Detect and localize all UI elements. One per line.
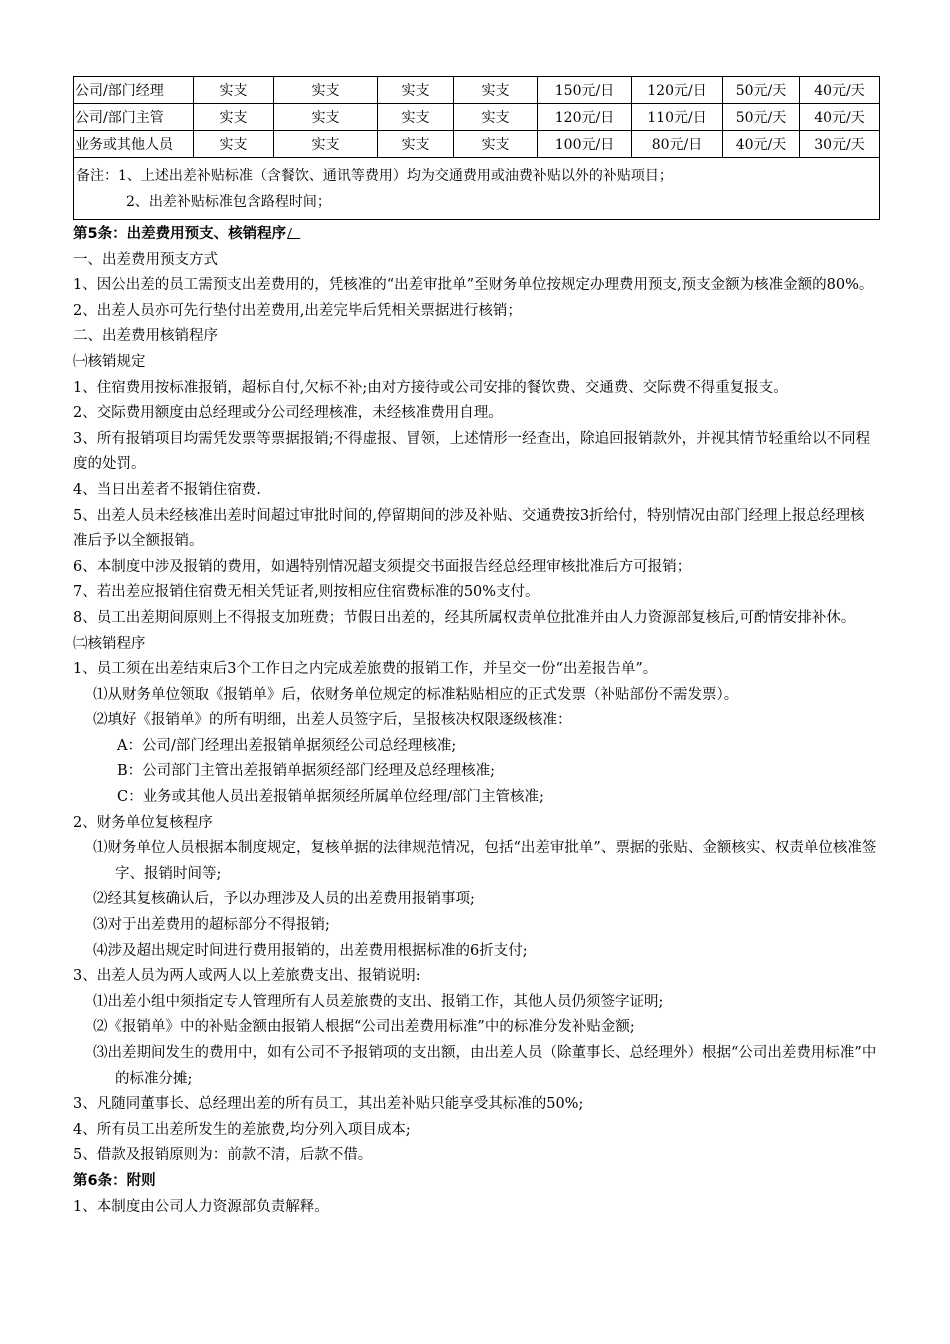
procedure-item: ⑴出差小组中须指定专人管理所有人员差旅费的支出、报销工作，其他人员仍须签字证明;	[93, 993, 664, 1010]
allowance-standard-table	[73, 76, 880, 220]
table-row	[74, 131, 880, 158]
table-cell: 50元/天	[723, 104, 800, 131]
document-page	[73, 76, 879, 1220]
subheading-reimbursement: 二、出差费用核销程序	[73, 328, 218, 345]
note-line-2: 2、出差补贴标准包含路程时间；	[126, 194, 331, 210]
approval-level-item: A：公司/部门经理出差报销单据须经公司总经理核准;	[117, 737, 457, 754]
procedure-item: ⑴财务单位人员根据本制度规定，复核单据的法律规范情况，包括“出差审批单”、票据的张贴、金额核实、权责单位核准签字、报销时间等;	[93, 840, 877, 882]
section-5-heading	[73, 222, 879, 248]
procedure-title: ㈡核销程序	[73, 635, 146, 652]
procedure-item: ⑶出差期间发生的费用中，如有公司不予报销项的支出额，由出差人员（除董事长、总经理外）根据“公司出差费用标准”中的标准分摊;	[93, 1045, 877, 1087]
rule-item: 3、凡随同董事长、总经理出差的所有员工，其出差补贴只能享受其标准的50%;	[73, 1096, 584, 1113]
table-cell-role: 公司/部门经理	[74, 77, 194, 104]
table-cell-role: 公司/部门主管	[74, 104, 194, 131]
table-cell: 30元/天	[800, 131, 880, 158]
table-row	[74, 77, 880, 104]
rule-item: 8、员工出差期间原则上不得报支加班费；节假日出差的，经其所属权责单位批准并由人力资源部复核后,可酌情安排补休。	[73, 609, 856, 626]
rule-item: 6、本制度中涉及报销的费用，如遇特别情况超支须提交书面报告经总经理审核批准后方可报销；	[73, 558, 692, 575]
rule-item: 4、当日出差者不报销住宿费.	[73, 481, 261, 498]
table-cell: 120元/日	[632, 77, 723, 104]
rule-item: 1、住宿费用按标准报销，超标自付,欠标不补;由对方接待或公司安排的餐饮费、交通费、交际费不得重复报支。	[73, 379, 788, 396]
table-cell: 实支	[194, 131, 274, 158]
rule-item: 5、出差人员未经核准出差时间超过审批时间的,停留期间的涉及补贴、交通费按3折给付，特别情况由部门经理上报总经理核准后予以全额报销。	[73, 507, 865, 550]
table-cell: 40元/天	[800, 104, 880, 131]
rule-item: 2、交际费用额度由总经理或分公司经理核准，未经核准费用自理。	[73, 405, 503, 422]
document-body	[73, 222, 879, 1220]
rule-item: 4、所有员工出差所发生的差旅费,均分列入项目成本;	[73, 1121, 411, 1138]
table-cell: 50元/天	[723, 77, 800, 104]
rules-list	[73, 376, 879, 632]
paragraph: 1、本制度由公司人力资源部负责解释。	[73, 1198, 329, 1215]
procedure-step-3: 3、出差人员为两人或两人以上差旅费支出、报销说明:	[73, 968, 421, 985]
table-row	[74, 104, 880, 131]
section-5-heading-text: 第5条：出差费用预支、核销程序	[73, 226, 287, 242]
procedure-item: ⑵《报销单》中的补贴金额由报销人根据“公司出差费用标准”中的标准分发补贴金额;	[93, 1019, 635, 1036]
rule-item: 3、所有报销项目均需凭发票等票据报销;不得虚报、冒领，上述情形一经查出，除追回报销款外，并视其情节轻重给以不同程度的处罚。	[73, 430, 871, 473]
table-cell: 实支	[194, 77, 274, 104]
approval-level-item: C：业务或其他人员出差报销单据须经所属单位经理/部门主管核准;	[117, 789, 544, 806]
table-cell: 40元/天	[723, 131, 800, 158]
comment-mark-icon	[287, 228, 304, 239]
table-cell: 实支	[274, 77, 378, 104]
rules-title: ㈠核销规定	[73, 353, 146, 370]
procedure-item: ⑵填好《报销单》的所有明细，出差人员签字后，呈报核决权限逐级核准：	[93, 712, 572, 729]
table-cell: 实支	[378, 104, 454, 131]
table-cell: 实支	[378, 77, 454, 104]
procedure-item: ⑶对于出差费用的超标部分不得报销;	[93, 917, 330, 934]
table-cell-role: 业务或其他人员	[74, 131, 194, 158]
procedure-step-1: 1、员工须在出差结束后3个工作日之内完成差旅费的报销工作，并呈交一份“出差报告单”。	[73, 661, 658, 678]
table-cell: 实支	[454, 131, 538, 158]
paragraph: 2、出差人员亦可先行垫付出差费用,出差完毕后凭相关票据进行核销；	[73, 302, 522, 319]
table-cell: 实支	[454, 104, 538, 131]
paragraph: 1、因公出差的员工需预支出差费用的，凭核准的“出差审批单”至财务单位按规定办理费用预支,预支金额为核准金额的80%。	[73, 277, 874, 294]
procedure-item: ⑵经其复核确认后，予以办理涉及人员的出差费用报销事项;	[93, 891, 475, 908]
table-cell: 120元/日	[538, 104, 632, 131]
procedure-step-1-items	[73, 683, 879, 734]
table-cell: 实支	[194, 104, 274, 131]
table-cell: 110元/日	[632, 104, 723, 131]
table-cell: 实支	[274, 104, 378, 131]
table-cell: 150元/日	[538, 77, 632, 104]
approval-level-item: B：公司部门主管出差报销单据须经部门经理及总经理核准;	[117, 763, 496, 780]
procedure-step-2-items	[73, 836, 879, 964]
rule-item: 7、若出差应报销住宿费无相关凭证者,则按相应住宿费标准的50%支付。	[73, 584, 540, 601]
table-body	[74, 77, 880, 158]
table-cell: 80元/日	[632, 131, 723, 158]
table-cell: 100元/日	[538, 131, 632, 158]
section-6-heading: 第6条：附则	[73, 1172, 156, 1189]
procedure-step-3-items	[73, 990, 879, 1092]
procedure-step-2: 2、财务单位复核程序	[73, 814, 213, 831]
table-cell: 实支	[378, 131, 454, 158]
procedure-item: ⑴从财务单位领取《报销单》后，依财务单位规定的标准粘贴相应的正式发票（补贴部份不需发票）。	[93, 686, 739, 703]
procedure-item: ⑷涉及超出规定时间进行费用报销的，出差费用根据标准的6折支付;	[93, 942, 528, 959]
table-cell: 实支	[274, 131, 378, 158]
approval-levels-list	[73, 734, 879, 811]
table-note	[74, 158, 880, 220]
note-line-1: 备注：1、上述出差补贴标准（含餐饮、通讯等费用）均为交通费用或油费补贴以外的补贴项目；	[76, 168, 673, 184]
closing-rules-list	[73, 1092, 879, 1169]
table-cell: 40元/天	[800, 77, 880, 104]
subheading-prepayment: 一、出差费用预支方式	[73, 251, 218, 268]
table-cell: 实支	[454, 77, 538, 104]
rule-item: 5、借款及报销原则为：前款不清，后款不借。	[73, 1147, 373, 1164]
table-note-row	[74, 158, 880, 220]
